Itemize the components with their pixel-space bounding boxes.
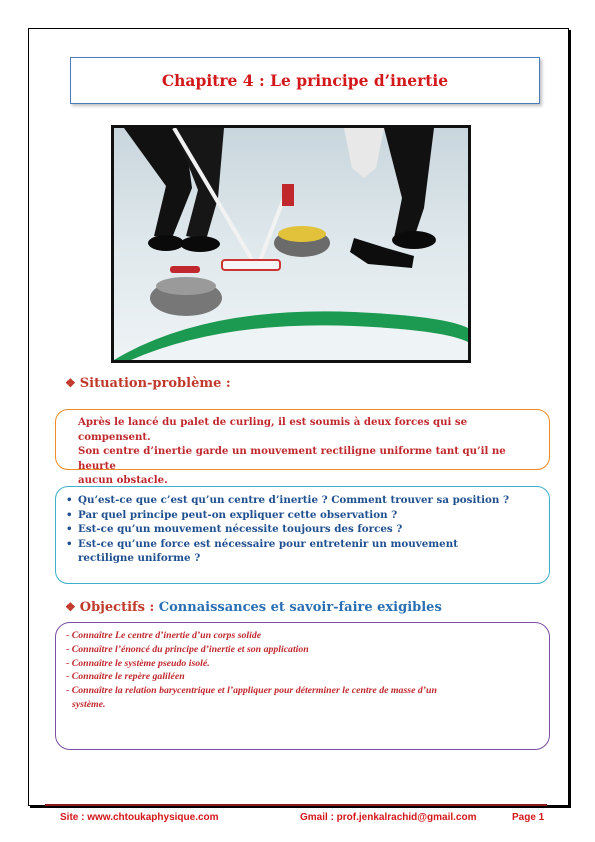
question-item-continuation bbox=[66, 551, 539, 566]
objectifs-heading-text: Objectifs : bbox=[79, 600, 155, 615]
situation-line-2: Son centre d’inertie garde un mouvement rectiligne uniforme tant qu’il ne heurte bbox=[78, 445, 506, 472]
diamond-icon: ❖ bbox=[65, 600, 76, 614]
objectif-item: système. bbox=[72, 698, 106, 710]
objectif-item: - Connaître le repère galiléen bbox=[66, 671, 185, 683]
objectif-item: - Connaître l’énoncé du principe d’inertie et son application bbox=[66, 643, 309, 655]
bullet-icon: • bbox=[66, 537, 73, 550]
footer-divider bbox=[45, 804, 547, 806]
situation-heading-text: Situation-problème : bbox=[79, 376, 231, 391]
chapter-title: Chapitre 4 : Le principe d’inertie bbox=[161, 71, 449, 90]
situation-heading bbox=[65, 376, 231, 391]
question-text: rectiligne uniforme ? bbox=[78, 552, 201, 565]
objectifs-box bbox=[55, 622, 550, 750]
questions-list bbox=[66, 493, 539, 566]
chapter-title-box bbox=[70, 57, 540, 104]
objectifs-heading bbox=[65, 600, 442, 615]
diamond-icon: ❖ bbox=[65, 376, 76, 390]
objectifs-list bbox=[66, 629, 539, 712]
question-item bbox=[66, 493, 539, 508]
footer-page-number: Page 1 bbox=[512, 812, 545, 823]
situation-box bbox=[55, 409, 550, 486]
objectif-item: - Connaître la relation barycentrique et l’appliquer pour déterminer le centre de masse d’un bbox=[66, 685, 437, 697]
question-text: Est-ce qu’une force est nécessaire pour entretenir un mouvement bbox=[78, 537, 458, 550]
footer-gmail: Gmail : prof.jenkalrachid@gmail.com bbox=[300, 812, 477, 823]
question-text: Est-ce qu’un mouvement nécessite toujours des forces ? bbox=[78, 523, 403, 536]
question-item bbox=[66, 508, 539, 523]
curling-photo-icon bbox=[114, 128, 468, 360]
objectif-item: - Connaître Le centre d’inertie d’un corps solide bbox=[66, 630, 262, 641]
bullet-icon: • bbox=[66, 508, 73, 521]
objectifs-subheading: Connaissances et savoir-faire exigibles bbox=[158, 600, 442, 615]
bullet-icon: • bbox=[66, 523, 73, 536]
questions-box bbox=[55, 486, 550, 584]
question-item bbox=[66, 522, 539, 537]
question-text: Par quel principe peut-on expliquer cette observation ? bbox=[78, 508, 398, 521]
bullet-icon: • bbox=[66, 494, 73, 506]
curling-photo bbox=[111, 125, 471, 363]
footer-site: Site : www.chtoukaphysique.com bbox=[60, 812, 219, 823]
question-item bbox=[66, 537, 539, 552]
question-text: Qu’est-ce que c’est qu’un centre d’inertie ? Comment trouver sa position ? bbox=[78, 494, 510, 506]
situation-line-1: Après le lancé du palet de curling, il est soumis à deux forces qui se compensent. bbox=[78, 416, 468, 443]
objectif-item: - Connaître le système pseudo isolé. bbox=[66, 657, 210, 669]
situation-line-3: aucun obstacle. bbox=[78, 474, 168, 486]
